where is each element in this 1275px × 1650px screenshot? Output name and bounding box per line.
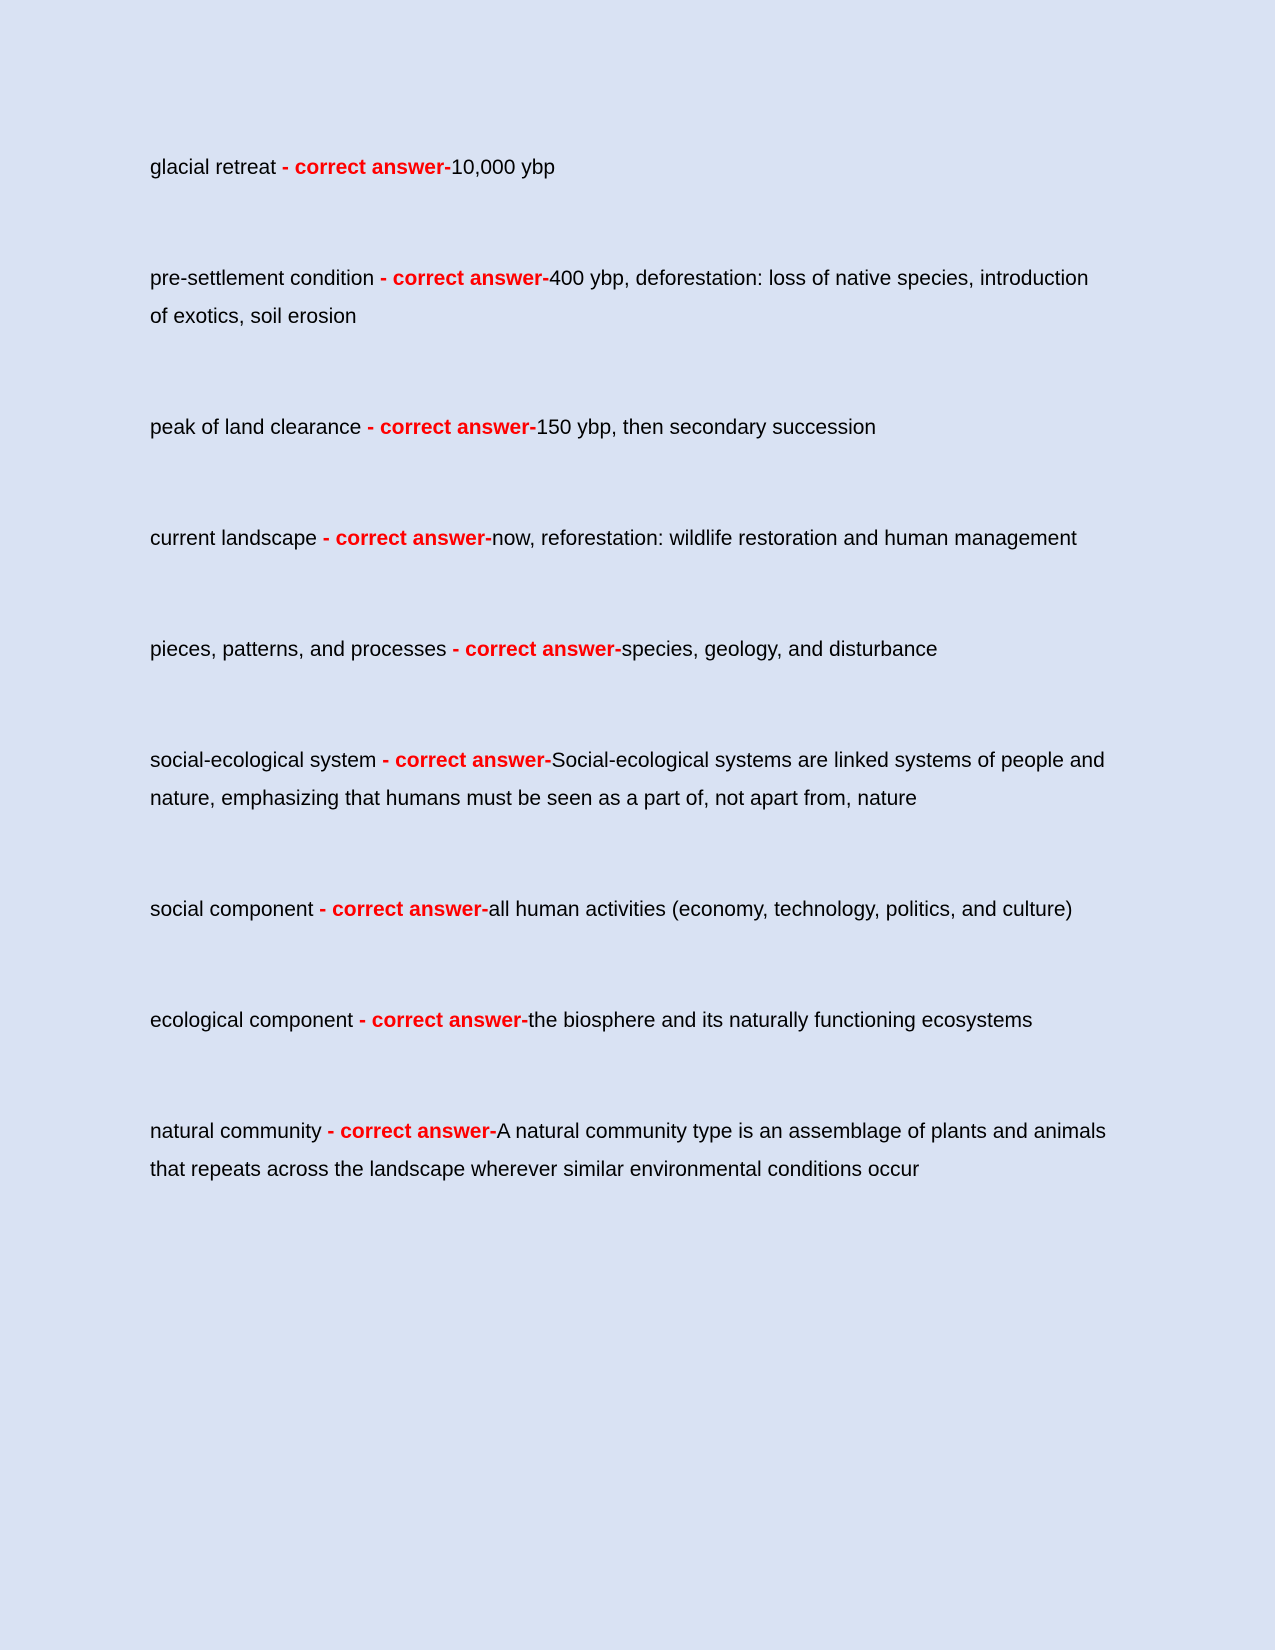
answer: 10,000 ybp bbox=[451, 156, 556, 179]
flashcard-entry bbox=[150, 631, 1110, 669]
answer: species, geology, and disturbance bbox=[621, 638, 938, 661]
term: natural community bbox=[150, 1120, 322, 1143]
correct-answer-separator: - correct answer- bbox=[353, 1009, 529, 1032]
correct-answer-separator: - correct answer- bbox=[313, 898, 489, 921]
term: social-ecological system bbox=[150, 749, 377, 772]
answer: 400 ybp, deforestation: loss of native species, introduction of exotics, soil erosion bbox=[150, 267, 1089, 328]
flashcard-entry bbox=[150, 260, 1110, 336]
answer: the biosphere and its naturally functioning ecosystems bbox=[528, 1009, 1033, 1032]
correct-answer-separator: - correct answer- bbox=[321, 1120, 497, 1143]
flashcard-entry bbox=[150, 520, 1110, 558]
answer: all human activities (economy, technology, politics, and culture) bbox=[488, 898, 1073, 921]
correct-answer-separator: - correct answer- bbox=[361, 416, 537, 439]
correct-answer-separator: - correct answer- bbox=[374, 267, 550, 290]
term: pre-settlement condition bbox=[150, 267, 375, 290]
term: peak of land clearance bbox=[150, 416, 362, 439]
flashcard-entry bbox=[150, 891, 1110, 929]
term: pieces, patterns, and processes bbox=[150, 638, 447, 661]
term: ecological component bbox=[150, 1009, 354, 1032]
term: glacial retreat bbox=[150, 156, 277, 179]
flashcard-entry bbox=[150, 1113, 1110, 1189]
flashcard-entry bbox=[150, 1002, 1110, 1040]
answer: Social-ecological systems are linked systems of people and nature, emphasizing that humans must be seen as a part of, not apart from, nature bbox=[150, 749, 1105, 810]
correct-answer-separator: - correct answer- bbox=[316, 527, 493, 550]
correct-answer-separator: - correct answer- bbox=[276, 156, 452, 179]
correct-answer-separator: - correct answer- bbox=[376, 749, 552, 772]
term: current landscape bbox=[150, 527, 317, 550]
term: social component bbox=[150, 898, 314, 921]
answer: 150 ybp, then secondary succession bbox=[536, 416, 877, 439]
flashcard-entry bbox=[150, 149, 1110, 187]
answer: A natural community type is an assemblage of plants and animals that repeats across the landscape wherever similar environmental conditions occur bbox=[150, 1120, 1106, 1181]
correct-answer-separator: - correct answer- bbox=[446, 638, 622, 661]
answer: now, reforestation: wildlife restoration and human management bbox=[492, 527, 1077, 550]
flashcard-entry bbox=[150, 409, 1110, 447]
document-page bbox=[150, 149, 1110, 1262]
flashcard-entry bbox=[150, 742, 1110, 818]
